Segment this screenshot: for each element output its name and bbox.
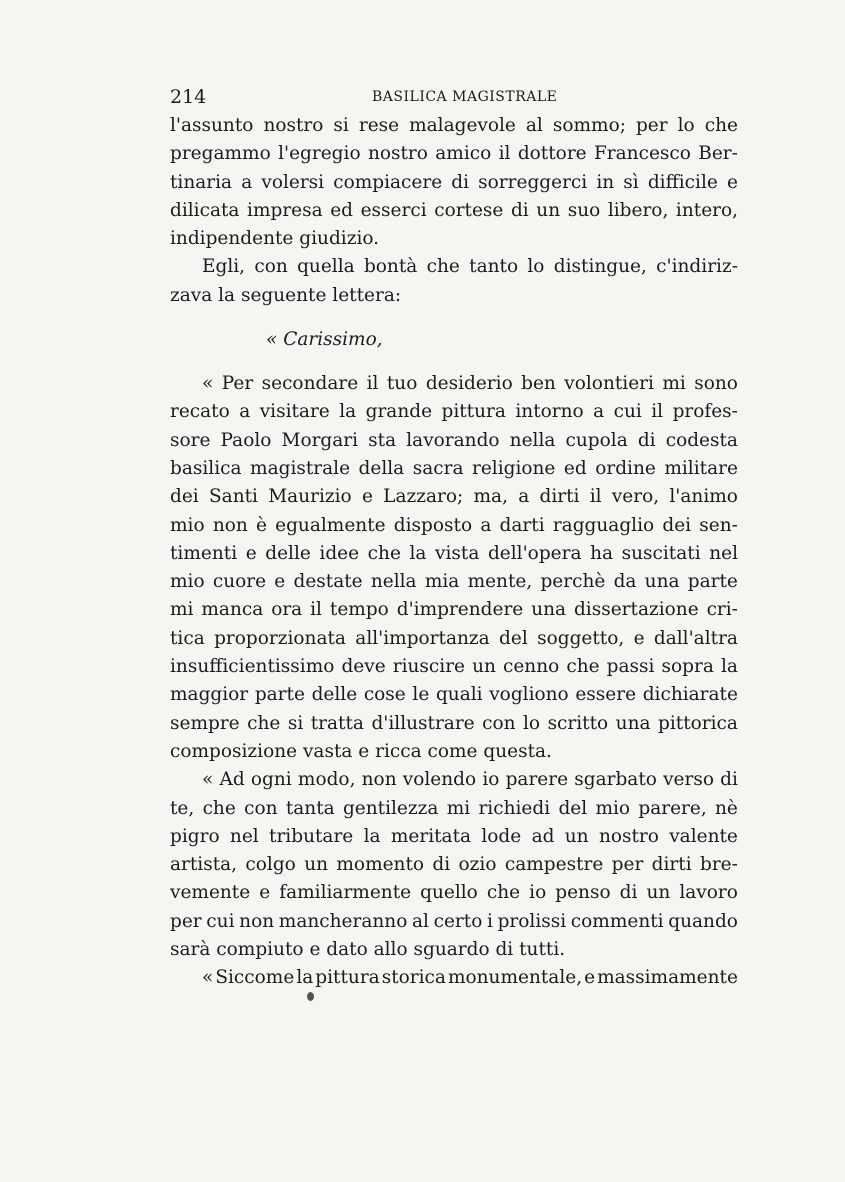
text-line: mio non è egualmente disposto a darti ragguaglio dei sen- <box>170 514 738 536</box>
text-line: mi manca ora il tempo d'imprendere una dissertazione cri- <box>170 599 738 621</box>
text-line: artista, colgo un momento di ozio campestre per dirti bre- <box>170 854 738 876</box>
text-line: tinaria a volersi compiacere di sorreggerci in sì difficile e <box>170 171 738 193</box>
text-line: sempre che si tratta d'illustrare con lo scritto una pittorica <box>170 712 738 734</box>
text-line: zava la seguente lettera: <box>170 284 402 306</box>
text-line: per cui non mancheranno al certo i prolissi commenti quando <box>170 910 738 932</box>
text-line: l'assunto nostro si rese malagevole al sommo; per lo che <box>170 115 738 136</box>
text-line: dei Santi Maurizio e Lazzaro; ma, a dirti il vero, l'animo <box>170 486 738 508</box>
salutation: « Carissimo, <box>266 329 383 351</box>
text-line: tica proporzionata all'importanza del soggetto, e dall'altra <box>170 627 738 649</box>
text-line: basilica magistrale della sacra religione ed ordine militare <box>170 457 738 479</box>
text-line: maggior parte delle cose le quali vogliono essere dichiarate <box>170 684 738 706</box>
text-line: Egli, con quella bontà che tanto lo distingue, c'indiriz- <box>202 256 738 278</box>
text-line: insufficientissimo deve riuscire un cenno che passi sopra la <box>170 656 738 678</box>
running-title: BASILICA MAGISTRALE <box>372 89 558 105</box>
text-line: composizione vasta e ricca come questa. <box>170 740 552 762</box>
page-header <box>170 86 738 108</box>
text-line: vemente e familiarmente quello che io penso di un lavoro <box>170 882 738 904</box>
text-line: sore Paolo Morgari sta lavorando nella cupola di codesta <box>170 429 738 451</box>
text-line: mio cuore e destate nella mia mente, perchè da una parte <box>170 571 738 593</box>
text-line: te, che con tanta gentilezza mi richiedi del mio parere, nè <box>170 797 738 819</box>
text-line: pregammo l'egregio nostro amico il dottore Francesco Ber- <box>170 143 738 165</box>
text-line: « Ad ogni modo, non volendo io parere sgarbato verso di <box>202 769 738 791</box>
text-line: timenti e delle idee che la vista dell'opera ha suscitati nel <box>170 542 738 564</box>
body-text <box>170 112 738 993</box>
text-line: recato a visitare la grande pittura intorno a cui il profes- <box>170 401 738 423</box>
text-line: pigro nel tributare la meritata lode ad un nostro valente <box>170 825 738 847</box>
page-number: 214 <box>170 86 207 108</box>
text-line: sarà compiuto e dato allo sguardo di tutti. <box>170 939 566 961</box>
text-line: dilicata impresa ed esserci cortese di un suo libero, intero, <box>170 199 738 221</box>
text-line: indipendente giudizio. <box>170 228 380 250</box>
ink-spot <box>307 992 314 1001</box>
text-line: « Siccome la pittura storica monumentale, e massimamente <box>202 967 738 989</box>
text-line: « Per secondare il tuo desiderio ben volontieri mi sono <box>202 373 738 395</box>
